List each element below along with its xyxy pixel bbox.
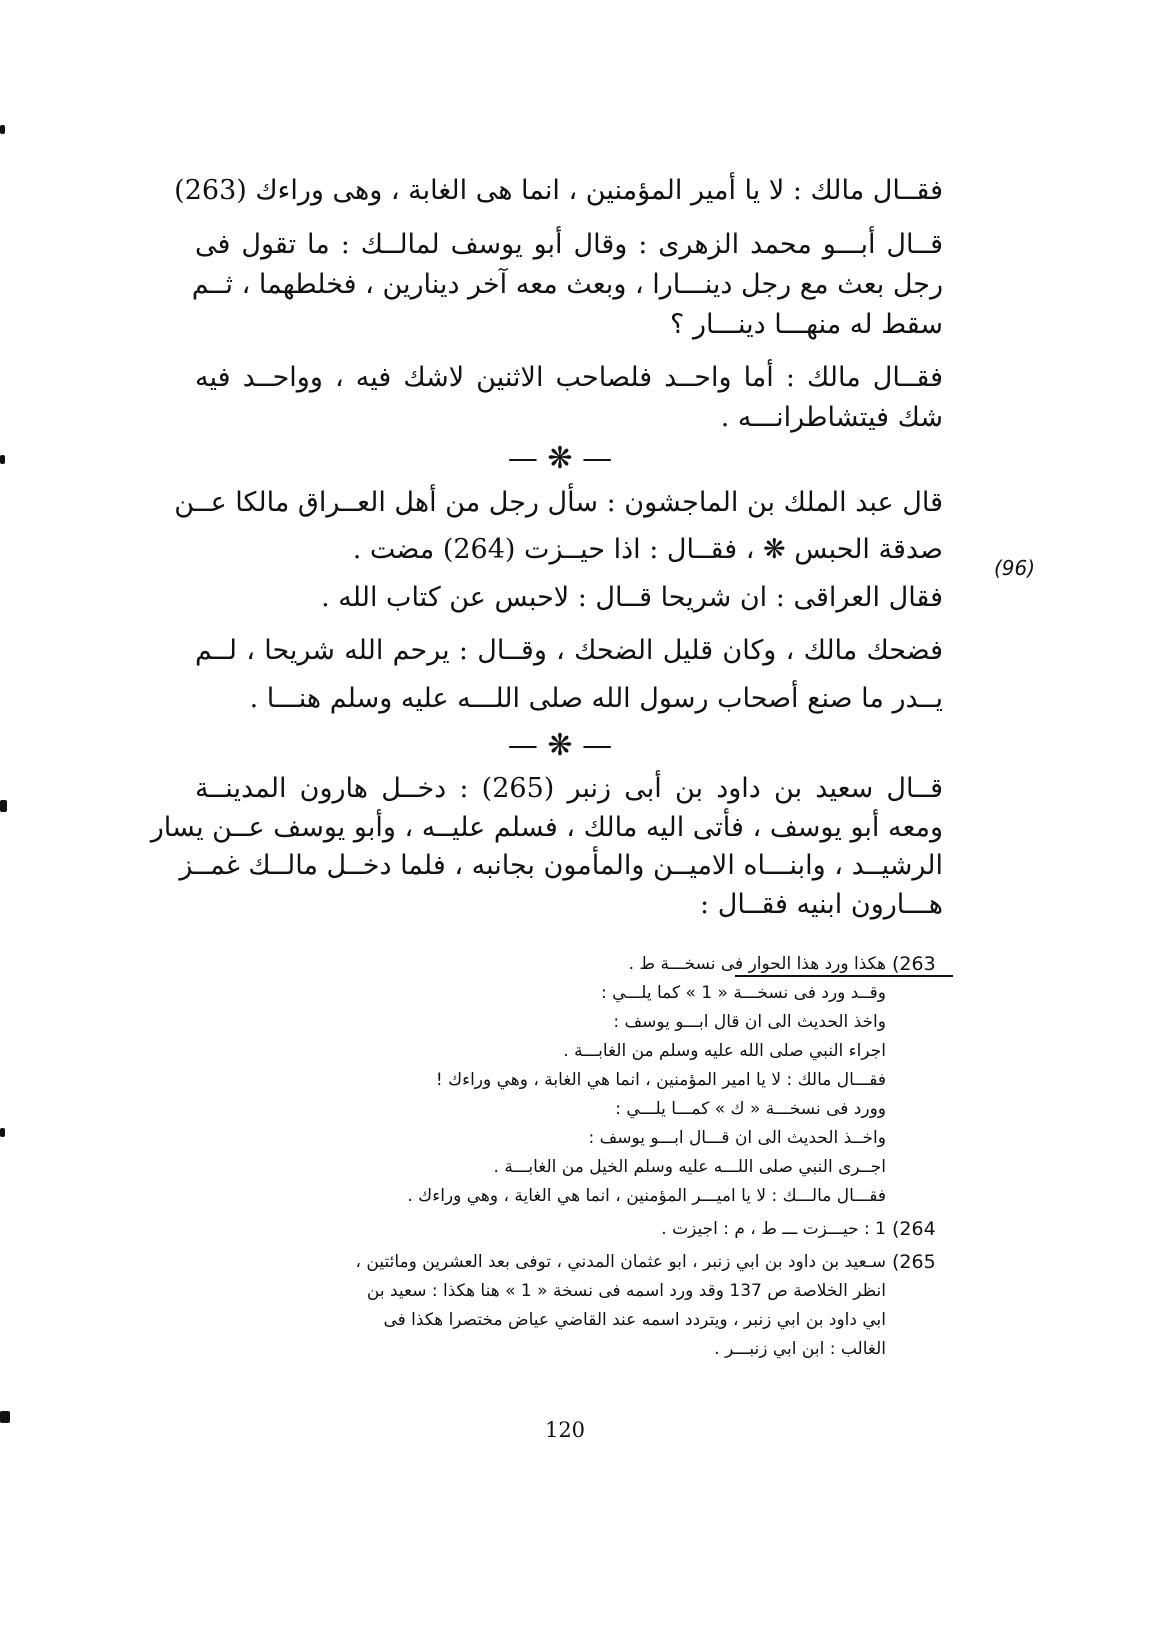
scan-mark <box>0 1411 10 1423</box>
text-line: فضحك مالك ، وكان قليل الضحك ، وقــال : يرحم الله شريحا ، لــم <box>195 635 943 666</box>
footnote-line: سـعيد بن داود بن ابي زنبر ، ابو عثمان المدني ، توفى بعد العشرين ومائتين ، <box>355 1252 886 1272</box>
footnote-line: الغالب : ابن ابي زنبـــر . <box>714 1339 886 1359</box>
text-line: قال عبد الملك بن الماجشون : سأل رجل من أهل العــراق مالكا عــن <box>174 487 943 518</box>
section-separator: — ❋ — <box>507 728 613 763</box>
footnote-line: 1 : حيـــزت ـــ ط ، م : اجيزت . <box>661 1219 886 1239</box>
scan-mark <box>0 125 5 134</box>
scan-mark <box>0 1128 5 1137</box>
footnote-line: وقــد ورد فى نسخـــة « 1 » كما يلـــي : <box>600 983 886 1003</box>
footnote-line: هكذا ورد هذا الحوار فى نسخـــة ط . <box>628 954 886 974</box>
footnote-line: فقـــال مالك : لا يا امير المؤمنين ، انما هي الغابة ، وهي وراءك ! <box>435 1070 886 1090</box>
text-line: سقط له منهـــا دينـــار ؟ <box>670 309 943 340</box>
scan-mark <box>0 800 7 812</box>
footnote-line: وورد فى نسخـــة « ك » كمـــا يلـــي : <box>615 1099 886 1119</box>
text-line: رجل بعث مع رجل دينـــارا ، وبعث معه آخر دينارين ، فخلطهما ، ثــم <box>191 269 943 300</box>
scan-mark <box>0 455 5 464</box>
footnote-line: واخذ الحديث الى ان قال ابـــو يوسف : <box>613 1012 886 1032</box>
text-line: صدقة الحبس ❋ ، فقــال : اذا حيــزت (264) مضت . <box>352 534 943 565</box>
footnote-number: (265 <box>892 1251 936 1273</box>
text-line: قــال أبـــو محمد الزهرى : وقال أبو يوسف لمالــك : ما تقول فى <box>195 229 943 260</box>
footnote-line: اجــرى النبي صلى اللـــه عليه وسلم الخيل من الغابـــة . <box>493 1157 886 1177</box>
text-line: شك فيتشاطرانـــه . <box>720 402 943 433</box>
footnote-line: واخــذ الحديث الى ان قـــال ابـــو يوسف : <box>588 1128 886 1148</box>
text-line: هـــارون ابنيه فقــال : <box>700 889 943 920</box>
footnote-line: ابي داود بن ابي زنبر ، ويتردد اسمه عند القاضي عياض مختصرا هكذا فى <box>383 1310 886 1330</box>
text-line: الرشيــد ، وابنـــاه الاميــن والمأمون بجانبه ، فلما دخــل مالــك غمــز <box>179 850 943 881</box>
section-separator: — ❋ — <box>507 441 613 476</box>
footnote-line: فقـــال مالـــك : لا يا اميـــر المؤمنين ، انما هي الغاية ، وهي وراءك . <box>407 1186 886 1206</box>
text-line: يــدر ما صنع أصحاب رسول الله صلى اللـــه عليه وسلم هنـــا . <box>249 683 943 714</box>
margin-page-reference: (96) <box>994 556 1036 580</box>
text-line: قــال سعيد بن داود بن أبى زنبر (265) : دخــل هارون المدينــة <box>195 773 944 804</box>
text-line: ومعه أبو يوسف ، فأتى اليه مالك ، فسلم عليــه ، وأبو يوسف عــن يسار <box>150 812 943 843</box>
text-line: فقال العراقى : ان شريحا قــال : لاحبس عن كتاب الله . <box>321 582 943 613</box>
page-number: 120 <box>544 1418 586 1442</box>
text-line: فقــال مالك : لا يا أمير المؤمنين ، انما هى الغابة ، وهى وراءك (263) <box>174 175 943 206</box>
footnote-number: (263 <box>892 953 936 975</box>
text-line: فقــال مالك : أما واحــد فلصاحب الاثنين لاشك فيه ، وواحــد فيه <box>195 362 943 393</box>
footnote-number: (264 <box>892 1218 936 1240</box>
footnote-line: انظر الخلاصة ص 137 وقد ورد اسمه فى نسخة « 1 » هنا هكذا : سعيد بن <box>366 1281 886 1301</box>
footnote-line: اجراء النبي صلى الله عليه وسلم من الغابـــة . <box>563 1041 886 1061</box>
